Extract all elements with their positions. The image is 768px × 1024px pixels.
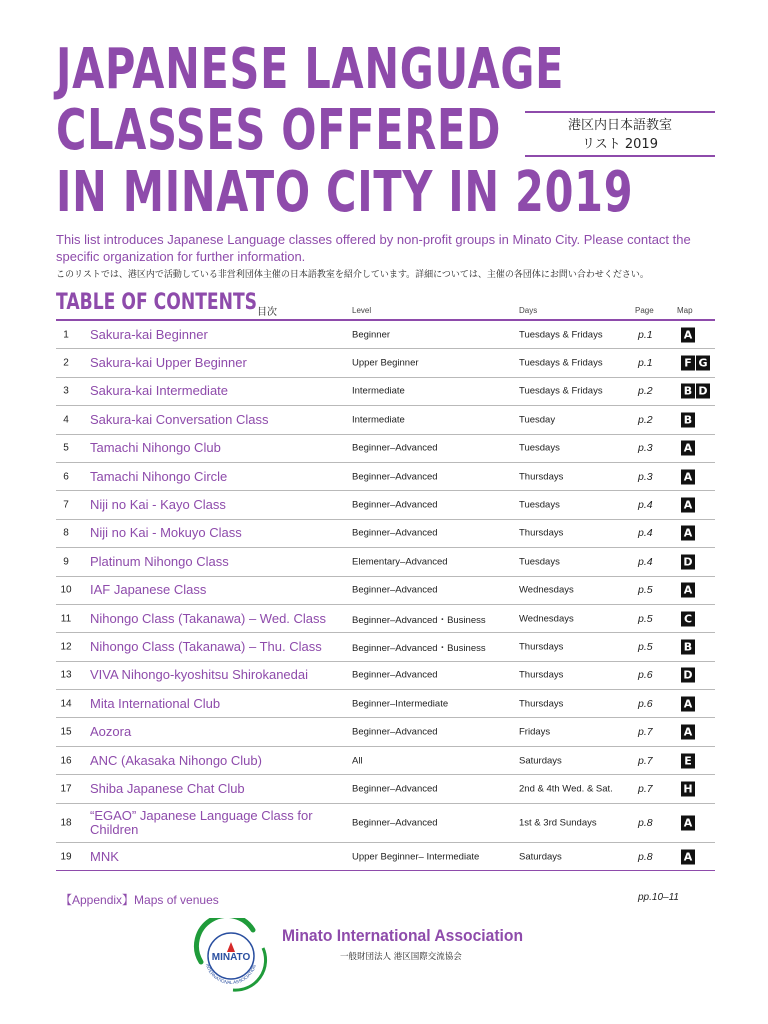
page-reference[interactable]: p.5	[638, 584, 653, 597]
class-name-link[interactable]: Sakura-kai Intermediate	[90, 383, 229, 399]
map-code: B	[681, 412, 695, 427]
map-badge	[681, 526, 695, 541]
class-days: Tuesdays	[519, 442, 560, 454]
toc-row[interactable]	[56, 577, 715, 605]
map-code: E	[681, 753, 695, 768]
class-days: Fridays	[519, 726, 551, 738]
intro-japanese: このリストでは、港区内で活動している非営利団体主催の日本語教室を紹介しています。詳細については、主催の各団体にお問い合わせください。	[56, 270, 649, 280]
class-level: Beginner–Advanced	[352, 783, 438, 795]
class-name-link[interactable]: Niji no Kai - Mokuyo Class	[90, 525, 242, 541]
map-code: A	[681, 469, 695, 484]
organization-name: Minato International Association	[282, 926, 523, 945]
toc-title: TABLE OF CONTENTS	[56, 290, 258, 315]
row-number: 2	[63, 357, 69, 369]
page-reference[interactable]: p.5	[638, 640, 653, 653]
toc-row[interactable]	[56, 349, 715, 377]
map-code: D	[696, 384, 710, 399]
row-number: 7	[63, 499, 69, 511]
map-code: A	[681, 498, 695, 513]
row-number: 4	[63, 414, 69, 426]
map-badge	[681, 356, 710, 371]
class-level: Intermediate	[352, 385, 405, 397]
header-days: Days	[519, 306, 538, 315]
toc-row[interactable]	[56, 804, 715, 843]
toc-row[interactable]	[56, 406, 715, 434]
japanese-title-line-2: リスト 2019	[582, 137, 658, 152]
logo-ring-text: INTERNATIONAL ASSOCIATION	[204, 963, 257, 986]
class-days: 2nd & 4th Wed. & Sat.	[519, 783, 613, 795]
map-code: A	[681, 696, 695, 711]
map-badge	[681, 327, 695, 342]
toc-row[interactable]	[56, 520, 715, 548]
toc-row[interactable]	[56, 843, 715, 871]
class-name-link[interactable]: Nihongo Class (Takanawa) – Thu. Class	[90, 638, 322, 654]
map-code: F	[681, 356, 695, 371]
class-name-link[interactable]: Niji no Kai - Kayo Class	[90, 497, 226, 513]
toc-row[interactable]	[56, 747, 715, 775]
intro-english: This list introduces Japanese Language classes offered by non-profit groups in Minato City. Please contact the specific organization for further information.	[56, 232, 691, 264]
class-days: Saturdays	[519, 755, 562, 767]
toc-row[interactable]	[56, 463, 715, 491]
appendix-pages: pp.10–11	[638, 892, 679, 903]
map-badge	[681, 696, 695, 711]
class-level: Beginner–Advanced	[352, 527, 438, 539]
class-days: Tuesdays & Fridays	[519, 385, 603, 397]
row-number: 5	[63, 442, 69, 454]
row-number: 18	[60, 817, 72, 829]
class-level: Beginner–Advanced	[352, 584, 438, 596]
map-code: A	[681, 583, 695, 598]
class-name-link[interactable]: IAF Japanese Class	[90, 582, 207, 598]
map-badge	[681, 441, 695, 456]
toc-title-japanese: 目次	[257, 307, 277, 318]
class-name-link[interactable]: Tamachi Nihongo Circle	[90, 468, 228, 484]
toc-row[interactable]	[56, 718, 715, 746]
class-days: Thursdays	[519, 641, 564, 653]
class-level: Beginner–Advanced・Business	[352, 614, 486, 626]
page-reference[interactable]: p.6	[638, 669, 653, 682]
toc-row[interactable]	[56, 775, 715, 803]
japanese-title-line-1: 港区内日本語教室	[567, 118, 672, 133]
logo-text: MINATO	[211, 952, 251, 963]
map-code: B	[681, 384, 695, 399]
main-title-line-1: JAPANESE LANGUAGE	[56, 37, 565, 102]
page-reference[interactable]: p.4	[638, 527, 653, 540]
class-name-link[interactable]: Sakura-kai Beginner	[90, 326, 208, 342]
page-reference[interactable]: p.4	[638, 555, 653, 568]
map-badge	[681, 668, 695, 683]
class-name-link[interactable]: Platinum Nihongo Class	[90, 553, 229, 569]
class-days: Tuesdays	[519, 556, 560, 568]
page-reference[interactable]: p.3	[638, 442, 653, 455]
row-number: 8	[63, 527, 69, 539]
class-level: Upper Beginner	[352, 357, 419, 369]
class-days: Thursdays	[519, 698, 564, 710]
japanese-title-box	[525, 111, 715, 157]
class-name-link[interactable]: Shiba Japanese Chat Club	[90, 780, 245, 796]
page-reference[interactable]: p.7	[638, 754, 653, 767]
page-reference[interactable]: p.2	[638, 385, 653, 398]
page-reference[interactable]: p.8	[638, 850, 653, 863]
class-level: Elementary–Advanced	[352, 556, 448, 568]
map-code: A	[681, 526, 695, 541]
header-page: Page	[635, 306, 654, 315]
class-days: Thursdays	[519, 527, 564, 539]
class-name-link[interactable]: Sakura-kai Upper Beginner	[90, 355, 247, 371]
map-code: G	[696, 356, 710, 371]
map-code: D	[681, 668, 695, 683]
appendix-link[interactable]: 【Appendix】Maps of venues	[60, 893, 219, 907]
header-level: Level	[352, 306, 372, 315]
row-number: 15	[60, 726, 72, 738]
main-title-line-2: CLASSES OFFERED	[56, 98, 502, 163]
map-badge	[681, 753, 695, 768]
page-reference[interactable]: p.4	[638, 499, 653, 512]
toc-table	[56, 321, 715, 871]
header-map: Map	[677, 306, 693, 315]
row-number: 12	[60, 641, 72, 653]
class-days: Tuesdays & Fridays	[519, 357, 603, 369]
map-badge	[681, 781, 695, 796]
page-reference[interactable]: p.1	[638, 328, 653, 341]
class-level: Beginner–Advanced	[352, 817, 438, 829]
class-level: Beginner–Advanced・Business	[352, 642, 486, 654]
class-days: Tuesday	[519, 414, 556, 426]
map-code: A	[681, 725, 695, 740]
toc-row[interactable]	[56, 662, 715, 690]
row-number: 17	[60, 783, 72, 795]
class-days: Tuesdays & Fridays	[519, 329, 603, 341]
page-reference[interactable]: p.6	[638, 697, 653, 710]
class-level: Beginner–Advanced	[352, 442, 438, 454]
row-number: 9	[63, 556, 69, 568]
class-level: Beginner–Advanced	[352, 499, 438, 511]
class-level: Beginner–Advanced	[352, 726, 438, 738]
class-name-link[interactable]: “EGAO” Japanese Language Class for Children	[90, 807, 313, 837]
map-badge	[681, 469, 695, 484]
organization-name-japanese: 一般財団法人 港区国際交流協会	[340, 952, 462, 962]
row-number: 13	[60, 669, 72, 681]
map-badge	[681, 554, 695, 569]
class-name-link[interactable]: Sakura-kai Conversation Class	[90, 411, 269, 427]
map-code: A	[681, 327, 695, 342]
toc-row[interactable]	[56, 605, 715, 633]
row-number: 19	[60, 851, 72, 863]
toc-row[interactable]	[56, 690, 715, 718]
map-code: A	[681, 815, 695, 830]
row-number: 14	[60, 698, 72, 710]
page-reference[interactable]: p.8	[638, 816, 653, 829]
class-days: Tuesdays	[519, 499, 560, 511]
row-number: 6	[63, 471, 69, 483]
class-level: Upper Beginner– Intermediate	[352, 851, 480, 863]
map-badge	[681, 639, 695, 654]
map-code: H	[681, 781, 695, 796]
class-level: Beginner–Intermediate	[352, 698, 449, 710]
map-code: B	[681, 639, 695, 654]
class-name-link[interactable]: VIVA Nihongo-kyoshitsu Shirokanedai	[90, 667, 308, 683]
map-badge	[681, 815, 695, 830]
class-days: Saturdays	[519, 851, 562, 863]
toc-row[interactable]	[56, 435, 715, 463]
class-name-link[interactable]: MNK	[90, 848, 119, 864]
class-level: Beginner–Advanced	[352, 669, 438, 681]
row-number: 1	[63, 329, 69, 341]
map-code: A	[681, 849, 695, 864]
map-code: C	[681, 611, 695, 626]
map-badge	[681, 498, 695, 513]
class-name-link[interactable]: Tamachi Nihongo Club	[90, 440, 221, 456]
toc-row[interactable]	[56, 548, 715, 576]
page-reference[interactable]: p.1	[638, 357, 653, 370]
row-number: 11	[60, 613, 72, 625]
map-badge	[681, 384, 710, 399]
class-name-link[interactable]: Aozora	[90, 724, 132, 740]
class-days: Wednesdays	[519, 584, 574, 596]
toc-row[interactable]	[56, 491, 715, 519]
class-level: All	[352, 755, 363, 767]
map-code: A	[681, 441, 695, 456]
page-reference[interactable]: p.3	[638, 470, 653, 483]
map-badge	[681, 583, 695, 598]
map-badge	[681, 849, 695, 864]
class-name-link[interactable]: Mita International Club	[90, 695, 221, 711]
page-reference[interactable]: p.5	[638, 612, 653, 625]
main-title-line-3: IN MINATO CITY IN 2019	[56, 160, 634, 225]
page-reference[interactable]: p.7	[638, 726, 653, 739]
class-days: Thursdays	[519, 669, 564, 681]
class-days: Wednesdays	[519, 613, 574, 625]
map-badge	[681, 412, 695, 427]
row-number: 16	[60, 755, 72, 767]
toc-row[interactable]	[56, 321, 715, 349]
map-code: D	[681, 554, 695, 569]
map-badge	[681, 725, 695, 740]
toc-row[interactable]	[56, 378, 715, 406]
class-level: Beginner	[352, 329, 391, 341]
class-level: Beginner–Advanced	[352, 471, 438, 483]
class-name-link[interactable]: ANC (Akasaka Nihongo Club)	[90, 752, 262, 768]
class-name-link[interactable]: Nihongo Class (Takanawa) – Wed. Class	[90, 610, 327, 626]
page-reference[interactable]: p.2	[638, 413, 653, 426]
class-level: Intermediate	[352, 414, 405, 426]
map-badge	[681, 611, 695, 626]
row-number: 10	[60, 584, 72, 596]
toc-row[interactable]	[56, 633, 715, 661]
class-days: 1st & 3rd Sundays	[519, 817, 597, 829]
class-days: Thursdays	[519, 471, 564, 483]
minato-logo	[193, 918, 269, 994]
page-reference[interactable]: p.7	[638, 782, 653, 795]
row-number: 3	[63, 385, 69, 397]
